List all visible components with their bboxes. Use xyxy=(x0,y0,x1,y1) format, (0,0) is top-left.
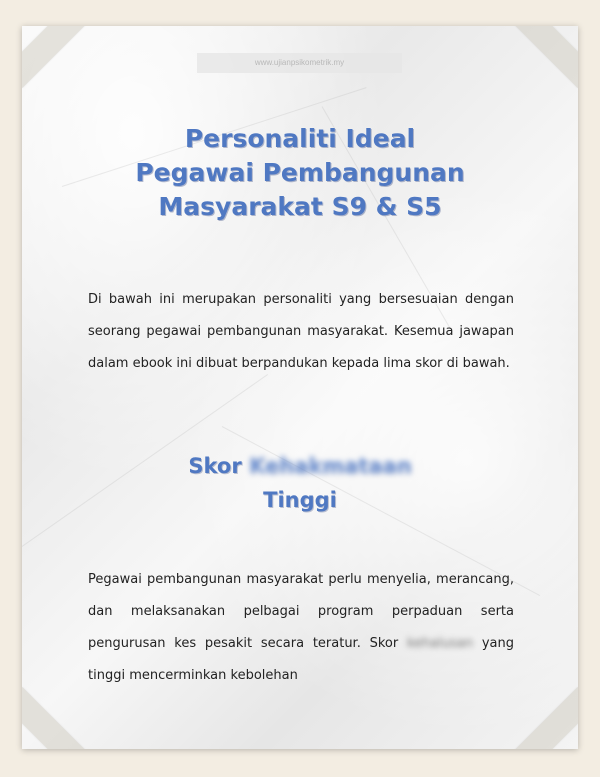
heading-prefix: Skor xyxy=(188,454,242,478)
title-line-3: Masyarakat S9 & S5 xyxy=(158,192,442,221)
body-paragraph xyxy=(88,564,514,692)
heading-blurred-word: Kehakmataan xyxy=(249,454,412,478)
section-heading xyxy=(22,454,578,478)
tape-bottom-left xyxy=(22,687,86,749)
title-line-1: Personaliti Ideal xyxy=(184,124,416,153)
tape-bottom-right xyxy=(514,687,578,749)
tape-top-left xyxy=(22,26,86,88)
section-heading-line2: Tinggi xyxy=(263,488,337,512)
page-title xyxy=(22,122,578,224)
watermark: www.ujianpsikometrik.my xyxy=(197,53,402,73)
title-line-2: Pegawai Pembangunan xyxy=(135,158,465,187)
body-text-after: yang tinggi mencerminkan kebolehan xyxy=(88,636,515,683)
body-text-before: Pegawai pembangunan masyarakat perlu menyelia, merancang, dan melaksanakan pelbagai program perpaduan serta pengurusan kes pesakit secara teratur. Skor xyxy=(88,572,514,651)
intro-paragraph: Di bawah ini merupakan personaliti yang bersesuaian dengan seorang pegawai pembangunan masyarakat. Kesemua jawapan dalam ebook ini dibuat berpandukan kepada lima skor di bawah. xyxy=(88,292,514,371)
body-blurred-word: kehalusan xyxy=(406,636,474,651)
tape-top-right xyxy=(514,26,578,88)
document-page xyxy=(22,26,578,749)
